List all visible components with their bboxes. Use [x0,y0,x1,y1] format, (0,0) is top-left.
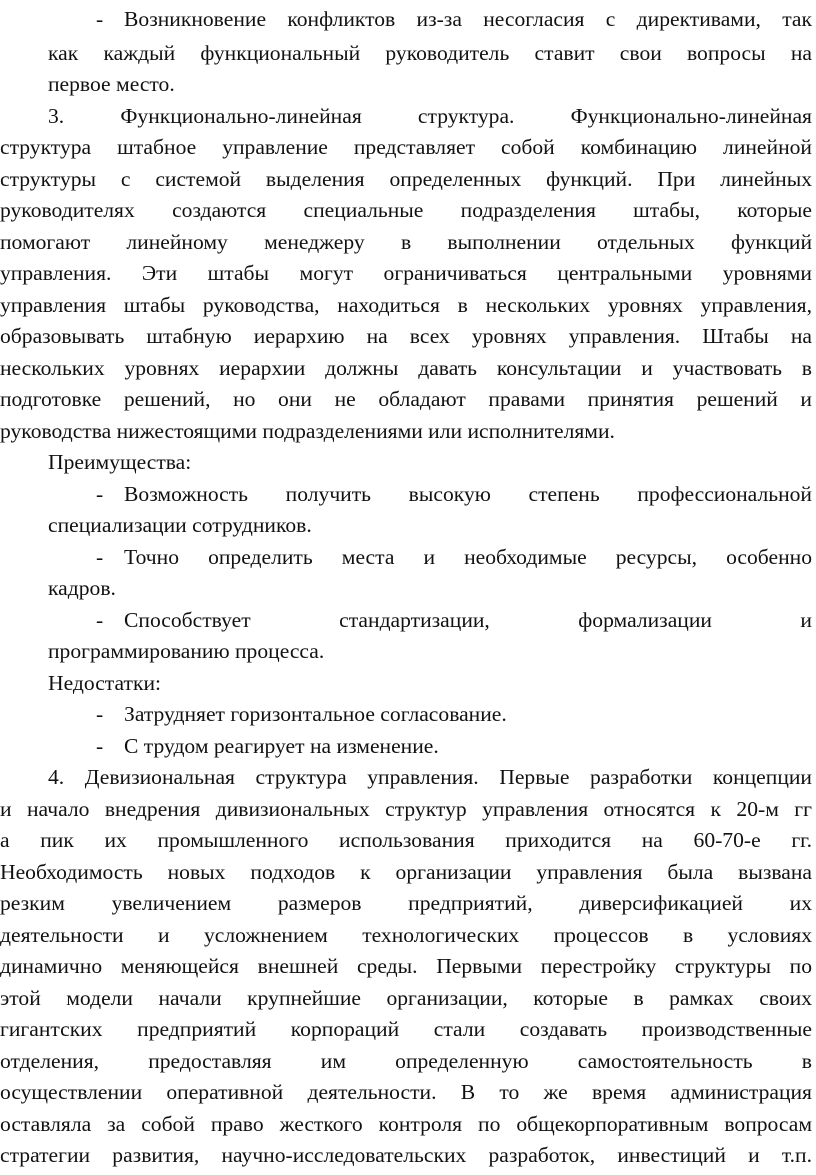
text-line: программированию процесса. [48,639,325,663]
text-line: подготовке решений, но они не обладают правами принятия решений и [0,387,812,411]
text-line: отделения, предоставляя им определенную самостоятельность в [0,1049,812,1073]
text-line: кадров. [48,576,116,600]
section-heading-line: 4. Девизиональная структура управления. Первые разработки концепции [48,765,812,789]
list-dash: - [96,608,104,632]
list-item [96,603,812,637]
text-line [96,2,812,36]
text-line: резким увеличением размеров предприятий, диверсификацией их [0,891,812,915]
list-dash: - [96,545,104,569]
list-item [96,540,812,574]
text-line: осуществлении оперативной деятельности. В то же время администрация [0,1080,812,1104]
text-line: управления штабы руководства, находиться в нескольких уровнях управления, [0,293,812,317]
text-line: а пик их промышленного использования приходится на 60-70-е гг. [0,828,812,852]
list-item [96,729,812,763]
list-dash: - [96,7,104,31]
list-dash: - [96,702,104,726]
line-text: Возникновение конфликтов из-за несогласия с директивами, так [124,7,812,31]
text-line: Необходимость новых подходов к организации управления была вызвана [0,860,812,884]
text-line: и начало внедрения дивизиональных структур управления относятся к 20-м гг [0,797,812,821]
line-text: Возможность получить высокую степень профессиональной [124,482,812,506]
line-text: Точно определить места и необходимые ресурсы, особенно [124,545,812,569]
text-line: структура штабное управление представляет собой комбинацию линейной [0,135,812,159]
text-line: специализации сотрудников. [48,513,312,537]
line-text: Затрудняет горизонтальное согласование. [124,702,507,726]
text-line: образовывать штабную иерархию на всех уровнях управления. Штабы на [0,324,812,348]
line-text: Способствует стандартизации, формализации и [124,608,812,632]
text-line: руководства нижестоящими подразделениями или исполнителями. [0,419,615,443]
text-line: оставляла за собой право жесткого контроля по общекорпоративным вопросам [0,1112,812,1136]
text-line: структуры с системой выделения определенных функций. При линейных [0,167,812,191]
text-line: помогают линейному менеджеру в выполнении отдельных функций [0,230,812,254]
section-heading-line [48,99,812,133]
text-line: руководителях создаются специальные подразделения штабы, которые [0,198,812,222]
text-line: гигантских предприятий корпораций стали создавать производственные [0,1017,812,1041]
text-line: этой модели начали крупнейшие организации, которые в рамках своих [0,986,812,1010]
text-line: динамично меняющейся внешней среды. Первыми перестройку структуры по [0,954,812,978]
disadvantages-heading: Недостатки: [48,671,162,695]
text-line: деятельности и усложнением технологических процессов в условиях [0,923,812,947]
text-line: управления. Эти штабы могут ограничиваться центральными уровнями [0,261,812,285]
line-text: 3. Функционально-линейная структура. Функционально-линейная [48,104,812,128]
text-line: нескольких уровнях иерархии должны давать консультации и участвовать в [0,356,812,380]
list-item [96,477,812,511]
list-dash: - [96,734,104,758]
text-line: стратегии развития, научно-исследовательских разработок, инвестиций и т.п. [0,1143,812,1167]
advantages-heading: Преимущества: [48,450,192,474]
line-text: С трудом реагирует на изменение. [124,734,439,758]
list-dash: - [96,482,104,506]
text-line: первое место. [48,72,175,96]
text-line: как каждый функциональный руководитель ставит свои вопросы на [48,41,812,65]
list-item [96,697,812,731]
